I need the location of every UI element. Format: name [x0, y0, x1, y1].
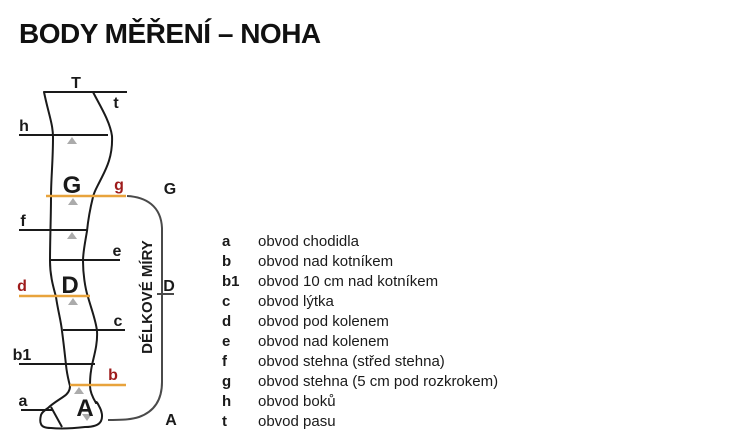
legend-key: d	[222, 313, 232, 330]
legend-text: obvod stehna (střed stehna)	[258, 353, 445, 370]
measurement-legend	[222, 232, 552, 432]
legend-text: obvod lýtka	[258, 293, 334, 310]
legend-text: obvod boků	[258, 393, 336, 410]
label-e: e	[112, 243, 122, 260]
label-g-red: g	[114, 177, 124, 194]
legend-key: g	[222, 373, 232, 390]
legend-key: t	[222, 413, 227, 430]
marker-triangle-f	[67, 232, 77, 239]
legend-key: c	[222, 293, 231, 310]
legend-item-a	[222, 232, 552, 252]
legend-text: obvod nad kotníkem	[258, 253, 394, 270]
legend-text: obvod 10 cm nad kotníkem	[258, 273, 439, 290]
bracket-label-G: G	[163, 181, 177, 198]
leg-outline-right	[83, 92, 112, 403]
legend-text: obvod chodidla	[258, 233, 359, 250]
bracket-axis-label: DÉLKOVÉ MÍRY	[139, 240, 156, 354]
legend-key: b	[222, 253, 232, 270]
legend-text: obvod stehna (5 cm pod rozkrokem)	[258, 373, 499, 390]
label-b1: b1	[12, 347, 32, 364]
legend-text: obvod nad kolenem	[258, 333, 389, 350]
bracket-label-D: D	[163, 278, 175, 295]
label-G-big: G	[62, 172, 82, 199]
legend-item-t	[222, 412, 552, 432]
label-A-big: A	[76, 395, 94, 422]
legend-item-b1	[222, 272, 552, 292]
legend-item-d	[222, 312, 552, 332]
leg-measurement-diagram	[0, 0, 210, 441]
legend-item-g	[222, 372, 552, 392]
label-T: T	[71, 75, 81, 92]
label-c: c	[113, 313, 123, 330]
bracket-label-A: A	[165, 412, 177, 429]
label-t: t	[113, 95, 119, 112]
legend-key: h	[222, 393, 232, 410]
label-b-red: b	[108, 367, 118, 384]
legend-text: obvod pod kolenem	[258, 313, 389, 330]
legend-key: e	[222, 333, 231, 350]
marker-triangle-b	[74, 387, 84, 394]
label-a: a	[18, 393, 28, 410]
legend-key: f	[222, 353, 227, 370]
legend-key: a	[222, 233, 231, 250]
label-f: f	[20, 213, 26, 230]
page-title: BODY MĚŘENÍ – NOHA	[19, 18, 321, 49]
marker-triangle-h	[67, 137, 77, 144]
legend-item-b	[222, 252, 552, 272]
label-d-red: d	[17, 278, 27, 295]
label-D-big: D	[61, 272, 79, 299]
legend-item-c	[222, 292, 552, 312]
marker-triangle-d	[68, 298, 78, 305]
legend-key: b1	[222, 273, 240, 290]
marker-triangle-g	[68, 198, 78, 205]
legend-item-h	[222, 392, 552, 412]
label-h: h	[19, 118, 29, 135]
legend-item-e	[222, 332, 552, 352]
legend-text: obvod pasu	[258, 413, 336, 430]
legend-item-f	[222, 352, 552, 372]
